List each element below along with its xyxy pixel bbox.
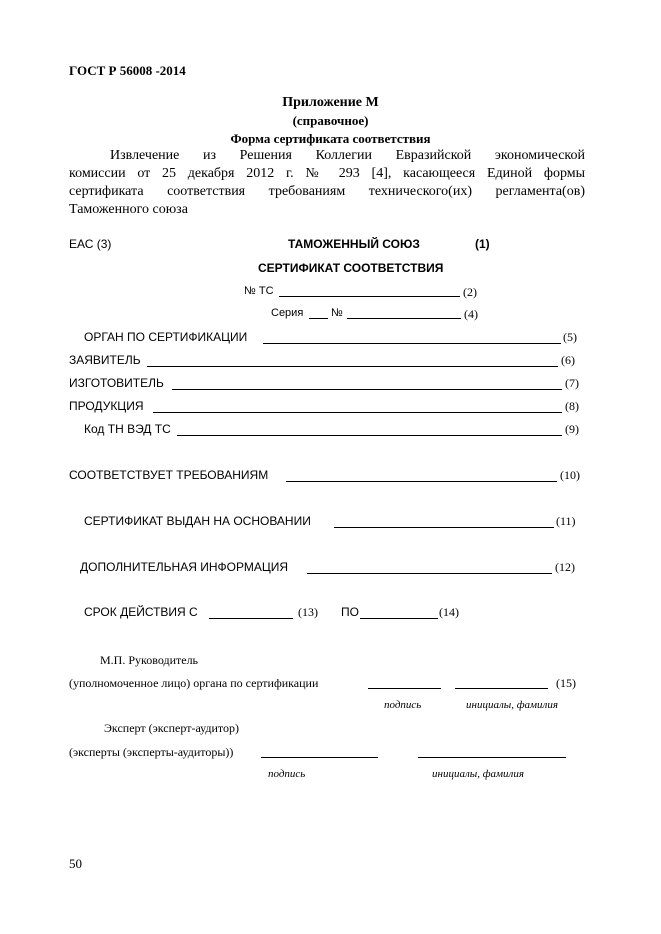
form-title: Форма сертификата соответствия [230,131,431,146]
issued-basis-ref: (11) [556,514,576,528]
manufacturer-label: ИЗГОТОВИТЕЛЬ [69,376,164,390]
intro-line-3: сертификата соответствия требованиям технического(их) регламента(ов) [69,184,585,199]
validity-from-field[interactable] [209,618,293,619]
expert-signature-field[interactable] [261,757,378,758]
certificate-title: СЕРТИФИКАТ СООТВЕТСТВИЯ [258,261,444,275]
product-field[interactable] [153,412,562,413]
certification-body-ref: (5) [563,330,577,344]
customs-union-label: ТАМОЖЕННЫЙ СОЮЗ [288,237,420,251]
authorized-person-label: (уполномоченное лицо) органа по сертификации [69,676,319,690]
customs-union-ref: (1) [475,237,490,251]
intro-line-4: Таможенного союза [69,202,188,217]
tc-number-ref: (2) [463,285,477,299]
intro-line-1: Извлечение из Решения Коллегии Евразийской экономической [110,148,585,163]
certification-body-label: ОРГАН ПО СЕРТИФИКАЦИИ [84,330,248,344]
tc-number-label: № ТС [244,285,274,297]
compliance-field[interactable] [286,481,557,482]
issued-basis-field[interactable] [334,527,554,528]
additional-info-label: ДОПОЛНИТЕЛЬНАЯ ИНФОРМАЦИЯ [80,560,288,574]
certification-body-field[interactable] [263,343,561,344]
series-ref: (4) [464,307,478,321]
applicant-label: ЗАЯВИТЕЛЬ [69,353,141,367]
additional-info-field[interactable] [307,573,552,574]
hs-code-ref: (9) [565,422,579,436]
issued-basis-label: СЕРТИФИКАТ ВЫДАН НА ОСНОВАНИИ [84,514,311,528]
head-ref: (15) [556,676,576,690]
manufacturer-ref: (7) [565,376,579,390]
appendix-title: Приложение М [282,95,379,110]
eac-mark: ЕАС (3) [69,237,112,251]
tc-number-field[interactable] [279,296,460,297]
validity-to-field[interactable] [360,618,438,619]
expert-name-field[interactable] [418,757,566,758]
appendix-type: (справочное) [292,113,369,128]
validity-to-label: ПО [341,605,359,619]
series-field[interactable] [309,318,328,319]
name-caption: инициалы, фамилия [466,699,558,711]
experts-label: (эксперты (эксперты-аудиторы)) [69,745,234,759]
expert-signature-caption: подпись [268,768,306,780]
hs-code-field[interactable] [177,435,562,436]
applicant-ref: (6) [561,353,575,367]
validity-from-ref: (13) [298,605,318,619]
stamp-head-label: М.П. Руководитель [100,653,199,667]
validity-from-label: СРОК ДЕЙСТВИЯ С [84,605,198,619]
series-number-field[interactable] [347,318,461,319]
head-name-field[interactable] [455,688,548,689]
series-number-label: № [331,307,343,319]
page-number: 50 [69,856,82,871]
document-code: ГОСТ Р 56008 -2014 [69,63,186,78]
compliance-ref: (10) [560,468,580,482]
manufacturer-field[interactable] [172,389,562,390]
expert-label: Эксперт (эксперт-аудитор) [104,721,240,735]
validity-to-ref: (14) [439,605,459,619]
head-signature-field[interactable] [368,688,441,689]
product-label: ПРОДУКЦИЯ [69,399,144,413]
applicant-field[interactable] [147,366,558,367]
compliance-label: СООТВЕТСТВУЕТ ТРЕБОВАНИЯМ [69,468,269,482]
product-ref: (8) [565,399,579,413]
signature-caption: подпись [384,699,422,711]
expert-name-caption: инициалы, фамилия [432,768,524,780]
intro-line-2: комиссии от 25 декабря 2012 г. № 293 [4], касающееся Единой формы [69,166,585,181]
additional-info-ref: (12) [555,560,575,574]
hs-code-label: Код ТН ВЭД ТС [84,422,171,436]
series-label: Серия [271,307,304,319]
